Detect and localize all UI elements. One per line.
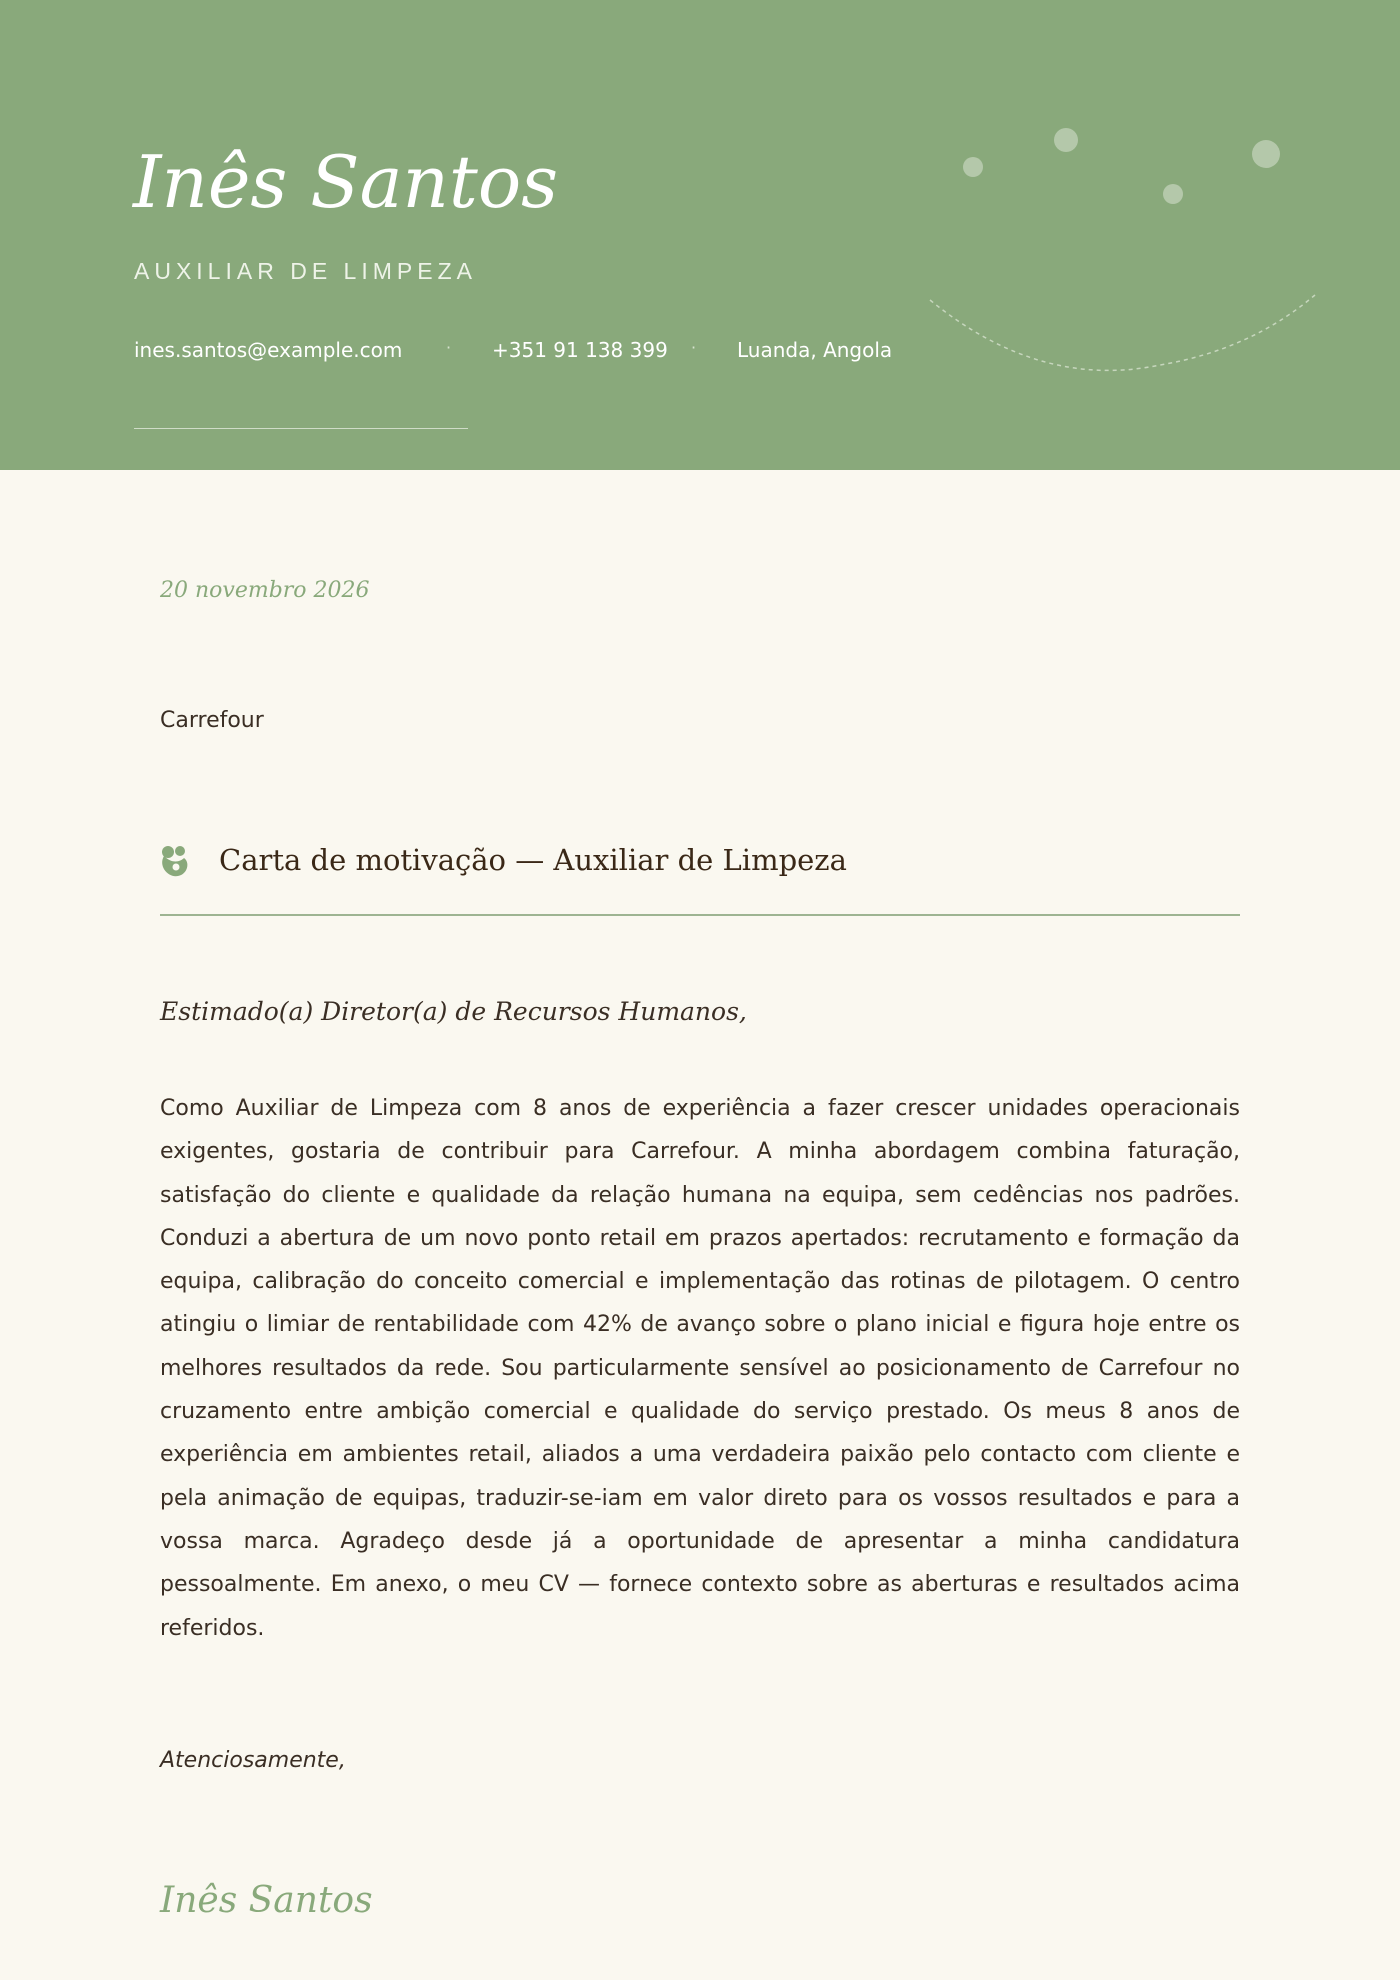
letter-body: Como Auxiliar de Limpeza com 8 anos de experiência a fazer crescer unidades operacionais exigentes, gostaria de contribuir para Carrefour. A minha abordagem combina faturação, satisfação do cliente e qualidade da relação humana na equipa, sem cedências nos padrões. Conduzi a abertura de um novo ponto retail em prazos apertados: recrutamento e formação da equipa, calibração do conceito comercial e implementação das rotinas de pilotagem. O centro atingiu o limiar de rentabilidade com 42% de avanço sobre o plano inicial e figura hoje entre os melhores resultados da rede. Sou particularmente sensível ao posicionamento de Carrefour no cruzamento entre ambição comercial e qualidade do serviço prestado. Os meus 8 anos de experiência em ambientes retail, aliados a uma verdadeira paixão pelo contacto com cliente e pela animação de equipas, traduzir-se-iam em valor direto para os vossos resultados e para a vossa marca. Agradeço desde já a oportunidade de apresentar a minha candidatura pessoalmente. Em anexo, o meu CV — fornece contexto sobre as aberturas e resultados acima referidos. [160,1096,1240,1641]
flower-ornament-icon [158,842,192,880]
subject-divider [160,914,1240,916]
contact-location: Luanda, Angola [737,338,893,362]
letter-subject: Carta de motivação — Auxiliar de Limpeza [219,843,847,877]
header-banner [0,0,1400,470]
letter-date: 20 novembro 2026 [160,578,370,603]
decorative-dots-icon [920,110,1320,380]
signature: Inês Santos [160,1880,373,1921]
recipient-company: Carrefour [160,708,264,733]
salutation: Estimado(a) Diretor(a) de Recursos Humanos, [160,997,747,1026]
applicant-name: Inês Santos [133,140,559,224]
header-divider [134,428,468,429]
closing: Atenciosamente, [160,1748,346,1773]
contact-separator: · [446,338,452,357]
contact-phone[interactable]: +351 91 138 399 [492,338,668,362]
contact-email[interactable]: ines.santos@example.com [134,338,403,362]
job-title: AUXILIAR DE LIMPEZA [134,258,477,284]
contact-separator: · [691,338,697,357]
